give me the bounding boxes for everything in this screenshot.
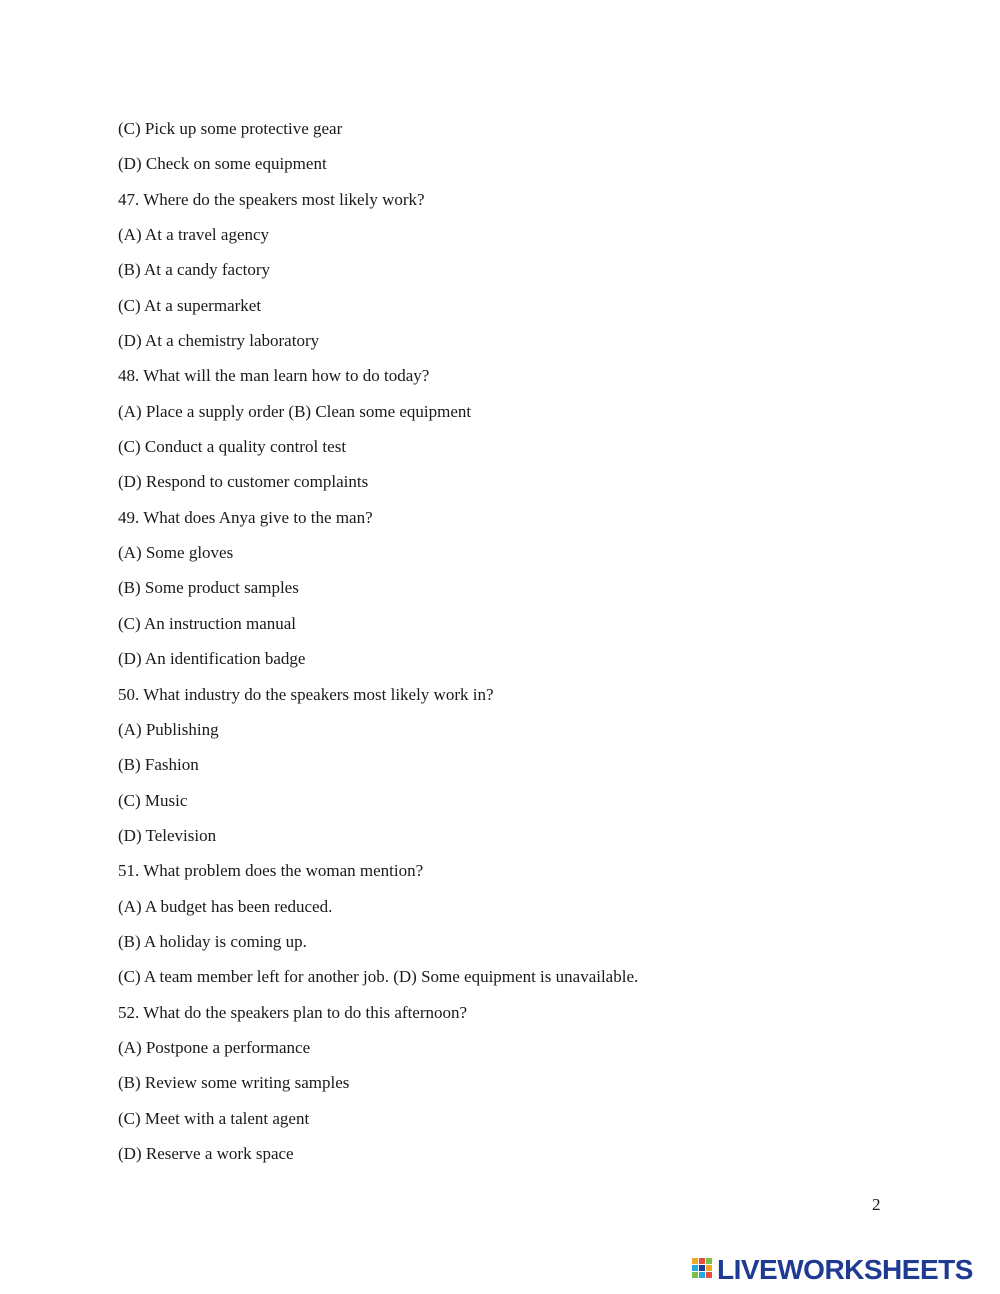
page-number: 2 [872, 1195, 881, 1214]
option-a-q50: (A) Publishing [118, 719, 219, 739]
option-d-q48: (D) Respond to customer complaints [118, 472, 369, 492]
option-b-q49: (B) Some product samples [118, 578, 299, 598]
question-49: 49. What does Anya give to the man? [118, 507, 373, 527]
option-b-q50: (B) Fashion [118, 755, 199, 775]
option-a-q47: (A) At a travel agency [118, 225, 270, 245]
option-b-q47: (B) At a candy factory [118, 260, 270, 280]
option-d-q47: (D) At a chemistry laboratory [118, 331, 320, 351]
option-b-q51: (B) A holiday is coming up. [118, 931, 307, 951]
option-c-q49: (C) An instruction manual [118, 613, 297, 633]
option-a-b-q48: (A) Place a supply order (B) Clean some equipment [118, 401, 472, 421]
option-c-q47: (C) At a supermarket [118, 295, 262, 315]
option-a-q51: (A) A budget has been reduced. [118, 896, 333, 916]
liveworksheets-logo[interactable] [692, 1254, 973, 1286]
option-a-q52: (A) Postpone a performance [118, 1037, 311, 1057]
option-b-q52: (B) Review some writing samples [118, 1073, 350, 1093]
question-47: 47. Where do the speakers most likely work? [118, 189, 425, 209]
question-48: 48. What will the man learn how to do today? [118, 366, 430, 386]
option-c-q46: (C) Pick up some protective gear [118, 119, 343, 138]
option-d-q49: (D) An identification badge [118, 649, 306, 669]
document-body [118, 117, 918, 1177]
option-c-q50: (C) Music [118, 790, 188, 810]
option-d-q52: (D) Reserve a work space [118, 1143, 294, 1163]
option-d-q46: (D) Check on some equipment [118, 154, 327, 174]
question-52: 52. What do the speakers plan to do this afternoon? [118, 1002, 468, 1022]
option-c-q48: (C) Conduct a quality control test [118, 437, 347, 457]
liveworksheets-logo-icon [692, 1258, 714, 1282]
question-50: 50. What industry do the speakers most likely work in? [118, 684, 494, 704]
question-51: 51. What problem does the woman mention? [118, 861, 424, 881]
option-c-q52: (C) Meet with a talent agent [118, 1108, 310, 1128]
option-a-q49: (A) Some gloves [118, 543, 234, 563]
option-c-d-q51: (C) A team member left for another job. (D) Some equipment is unavailable. [118, 967, 639, 987]
liveworksheets-logo-text: LIVEWORKSHEETS [717, 1254, 973, 1285]
option-d-q50: (D) Television [118, 825, 217, 845]
